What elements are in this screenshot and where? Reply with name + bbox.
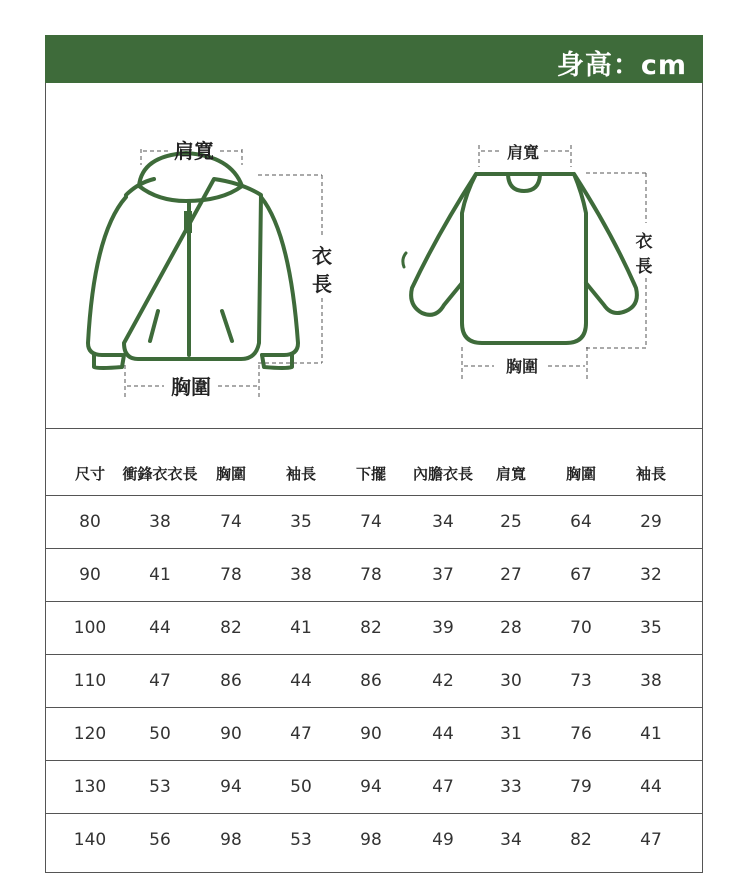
table-cell: 74 [360, 512, 382, 532]
jacket-right-pocket [222, 311, 232, 341]
table-cell: 56 [149, 830, 171, 850]
table-cell: 44 [640, 777, 662, 797]
liner-length-label-2: 長 [635, 257, 653, 277]
jacket-chest-label: 胸圍 [171, 375, 211, 399]
table-cell: 38 [149, 512, 171, 532]
table-cell: 29 [640, 512, 662, 532]
table-cell: 44 [432, 724, 454, 744]
liner-length-label-1: 衣 [635, 232, 653, 252]
table-row [45, 654, 703, 707]
table-cell: 34 [500, 830, 522, 850]
header-sleeve: 袖長 [285, 464, 316, 483]
table-cell: 110 [73, 671, 107, 691]
table-cell: 73 [570, 671, 592, 691]
jacket-length-label-2: 長 [312, 272, 332, 296]
table-cell: 82 [220, 618, 242, 638]
header-liner-length: 內膽衣長 [412, 464, 473, 483]
table-cell: 39 [432, 618, 454, 638]
table-cell: 90 [79, 565, 101, 585]
table-cell: 94 [220, 777, 242, 797]
header-jacket-length: 衝鋒衣衣長 [122, 464, 198, 483]
table-cell: 44 [149, 618, 171, 638]
liner-measure-lines [462, 145, 646, 381]
table-row [45, 601, 703, 654]
table-cell: 28 [500, 618, 522, 638]
table-cell: 37 [432, 565, 454, 585]
liner-shoulder-label: 肩寬 [506, 143, 540, 162]
jacket-left-sleeve [88, 197, 126, 355]
table-cell: 25 [500, 512, 522, 532]
table-cell: 98 [360, 830, 382, 850]
table-cell: 42 [432, 671, 454, 691]
table-cell: 98 [220, 830, 242, 850]
table-cell: 82 [360, 618, 382, 638]
table-cell: 38 [290, 565, 312, 585]
header-hem: 下擺 [355, 464, 386, 483]
table-cell: 78 [220, 565, 242, 585]
table-bottom-border [45, 872, 703, 873]
table-cell: 50 [149, 724, 171, 744]
table-header-row [45, 428, 703, 495]
jacket-drawing [88, 153, 298, 368]
table-row [45, 760, 703, 813]
table-cell: 74 [220, 512, 242, 532]
table-cell: 80 [79, 512, 101, 532]
table-cell: 100 [73, 618, 107, 638]
table-body [45, 495, 703, 866]
table-cell: 41 [640, 724, 662, 744]
size-table [45, 428, 703, 866]
jacket-shoulder-label: 肩寬 [174, 139, 214, 163]
jacket-right-sleeve [261, 197, 298, 355]
table-cell: 27 [500, 565, 522, 585]
header-bar [45, 35, 703, 83]
table-cell: 82 [570, 830, 592, 850]
table-cell: 78 [360, 565, 382, 585]
table-cell: 76 [570, 724, 592, 744]
table-cell: 140 [73, 830, 107, 850]
table-cell: 30 [500, 671, 522, 691]
table-cell: 35 [640, 618, 662, 638]
table-cell: 33 [500, 777, 522, 797]
table-cell: 41 [290, 618, 312, 638]
table-row [45, 495, 703, 548]
table-cell: 90 [220, 724, 242, 744]
liner-body [462, 174, 586, 343]
table-cell: 31 [500, 724, 522, 744]
table-cell: 38 [640, 671, 662, 691]
table-cell: 53 [149, 777, 171, 797]
table-row [45, 707, 703, 760]
liner-left-arc [403, 253, 406, 267]
header-title: 身高：cm [556, 50, 687, 81]
table-cell: 49 [432, 830, 454, 850]
liner-neckline [508, 175, 540, 191]
table-row [45, 813, 703, 866]
table-cell: 94 [360, 777, 382, 797]
header-shoulder: 肩寬 [495, 464, 526, 483]
table-cell: 47 [290, 724, 312, 744]
table-cell: 86 [220, 671, 242, 691]
table-cell: 41 [149, 565, 171, 585]
garment-illustration [46, 83, 702, 428]
table-cell: 67 [570, 565, 592, 585]
table-cell: 35 [290, 512, 312, 532]
header-chest: 胸圍 [215, 464, 246, 483]
jacket-body [124, 179, 261, 359]
header-liner-sleeve: 袖長 [635, 464, 666, 483]
table-row [45, 548, 703, 601]
zipper-pull [184, 211, 192, 233]
table-cell: 34 [432, 512, 454, 532]
jacket-length-label-1: 衣 [312, 244, 332, 268]
table-cell: 44 [290, 671, 312, 691]
table-cell: 50 [290, 777, 312, 797]
liner-chest-label: 胸圍 [505, 357, 539, 376]
table-cell: 79 [570, 777, 592, 797]
jacket-left-pocket [150, 311, 158, 341]
table-cell: 120 [73, 724, 107, 744]
table-cell: 32 [640, 565, 662, 585]
table-cell: 47 [432, 777, 454, 797]
table-cell: 47 [640, 830, 662, 850]
header-liner-chest: 胸圍 [565, 464, 596, 483]
header-size: 尺寸 [74, 464, 105, 483]
table-cell: 47 [149, 671, 171, 691]
table-cell: 70 [570, 618, 592, 638]
table-cell: 64 [570, 512, 592, 532]
table-cell: 86 [360, 671, 382, 691]
table-cell: 90 [360, 724, 382, 744]
table-cell: 53 [290, 830, 312, 850]
liner-drawing [403, 174, 637, 343]
table-cell: 130 [73, 777, 107, 797]
